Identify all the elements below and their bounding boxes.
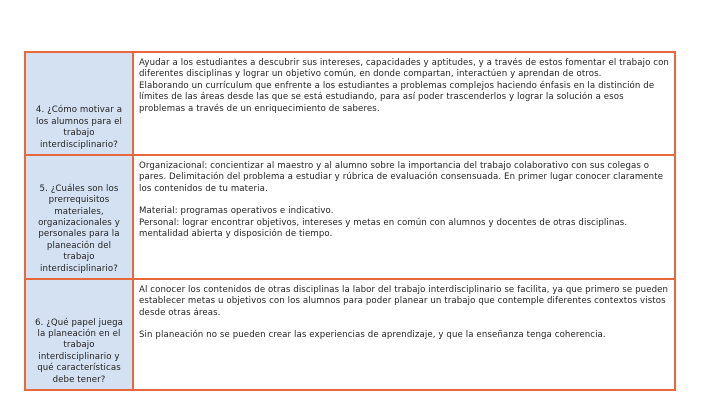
answer-cell [133,155,675,279]
answer-paragraph: Elaborando un currículum que enfrente a los estudiantes a problemas complejos haciendo énfasis en la distinción de límites de las áreas desde las que se está estudiando, para así poder trascenderlos y lograr la solución a esos problemas a través de un enriquecimiento de saberes. [139,80,655,114]
answer-paragraph: Al conocer los contenidos de otras disciplinas la labor del trabajo interdisciplinario se facilita, ya que primero se pueden establecer metas u objetivos con los alumnos para poder planear un trabajo que contemple diferentes contextos vistos desde otras áreas. [139,285,669,318]
answer-paragraph: Sin planeación no se pueden crear las experiencias de aprendizaje, y que la enseñanza tenga coherencia. [139,330,606,341]
answer-paragraph: Organizacional: concientizar al maestro y al alumno sobre la importancia del trabajo colaborativo con sus colegas o pares. Delimitación del problema a estudiar y rúbrica de evaluación consensuada. En primer lugar conocer claramente los contenidos de tu materia. [139,161,664,194]
qa-table [24,51,676,391]
table-row [25,279,675,390]
question-text: 6. ¿Qué papel juega la planeación en el trabajo interdisciplinario y qué características debe tener? [34,317,124,385]
question-cell [25,155,133,279]
answer-paragraph: Personal: lograr encontrar objetivos, intereses y metas en común con alumnos y docentes de otras disciplinas. mentalidad abierta y disposición de tiempo. [139,217,628,240]
table-row [25,52,675,155]
answer-paragraph: Material: programas operativos e indicativo. [139,206,334,217]
answer-paragraph: Ayudar a los estudiantes a descubrir sus intereses, capacidades y aptitudes, y a través de estos fomentar el trabajo con diferentes disciplinas y lograr un objetivo común, en donde compartan, interactúen y aprendan de otros. [139,58,669,80]
question-text: 4. ¿Cómo motivar a los alumnos para el trabajo interdisciplinario? [35,105,123,150]
question-cell [25,279,133,390]
question-cell [25,52,133,155]
answer-cell [133,52,675,155]
answer-cell [133,279,675,390]
table-row [25,155,675,279]
question-text: 5. ¿Cuáles son los prerrequisitos materiales, organizacionales y personales para la planeación del trabajo interdisciplinario? [38,183,120,274]
